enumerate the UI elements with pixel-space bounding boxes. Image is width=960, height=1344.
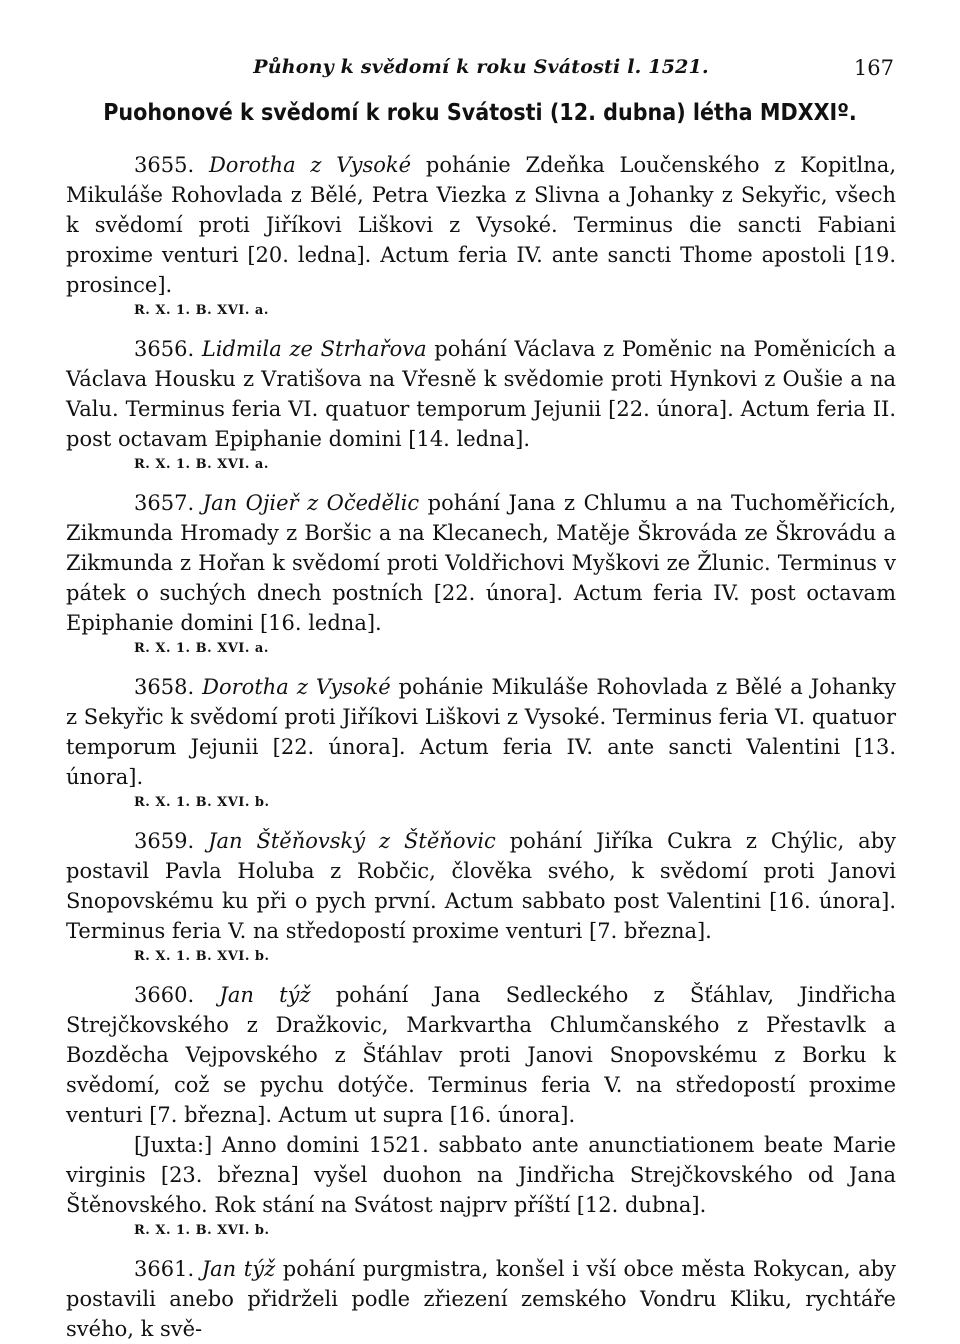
- entry-number: 3657.: [134, 491, 195, 515]
- entry-3655: [66, 150, 896, 300]
- entry-party-name: Jan týž: [201, 1257, 276, 1281]
- page-content: [66, 150, 896, 1344]
- archival-signature: R. X. 1. B. XVI. b.: [134, 949, 270, 964]
- entry-party-name: Jan týž: [219, 983, 311, 1007]
- archival-signature: R. X. 1. B. XVI. a.: [134, 457, 269, 472]
- entry-text: pohání Jana Sedleckého z Šťáhlav, Jindřicha Strejčkovského z Dražkovic, Markvartha Chlumčanského z Přestavlk a Bozděcha Vejpovského z Šťáhlav proti Janovi Snopovskému z Borku k svědomí, což se pychu dotýče. Terminus feria V. na středopostí proxime venturi [7. března]. Actum ut supra [16. února].: [66, 983, 896, 1127]
- entry-text: pohánie Mikuláše Rohovlada z Bělé a Johanky z Sekyřic k svědomí proti Jiříkovi Liškovi z Vysoké. Terminus feria VI. quatuor temporum Jejunii [22. února]. Actum feria IV. ante sancti Valentini [13. února].: [66, 675, 896, 789]
- entry-number: 3661.: [134, 1257, 195, 1281]
- juxta-note: [Juxta:] Anno domini 1521. sabbato ante anunctiationem beate Marie virginis [23. března] vyšel duohon na Jindřicha Strejčkovského od Jana Štěnovského. Rok stání na Svátost najprv příští [12. dubna].: [66, 1133, 896, 1217]
- entry-3656: [66, 334, 896, 454]
- entry-number: 3659.: [134, 829, 195, 853]
- archival-signature: R. X. 1. B. XVI. a.: [134, 641, 269, 656]
- archival-signature: R. X. 1. B. XVI. b.: [134, 1223, 270, 1238]
- entry-party-name: Lidmila ze Strhařova: [201, 337, 427, 361]
- entry-party-name: Dorotha z Vysoké: [202, 675, 391, 699]
- entry-party-name: Jan Ojieř z Očedělic: [202, 491, 420, 515]
- entry-number: 3655.: [134, 153, 195, 177]
- entry-3658: [66, 672, 896, 792]
- entry-party-name: Jan Štěňovský z Štěňovic: [208, 829, 496, 853]
- entry-party-name: Dorotha z Vysoké: [208, 153, 412, 177]
- entry-3661: [66, 1254, 896, 1344]
- entry-3657: [66, 488, 896, 638]
- entry-3659: [66, 826, 896, 946]
- entry-number: 3658.: [134, 675, 195, 699]
- archival-signature: R. X. 1. B. XVI. b.: [134, 795, 270, 810]
- entry-3660: [66, 980, 896, 1130]
- archival-signature: R. X. 1. B. XVI. a.: [134, 303, 269, 318]
- entry-text: pohánie Zdeňka Loučenského z Kopitlna, Mikuláše Rohovlada z Bělé, Petra Viezka z Slivna a Johanky z Sekyřic, všech k svědomí proti Jiříkovi Liškovi z Vysoké. Terminus die sancti Fabiani proxime venturi [20. ledna]. Actum feria IV. ante sancti Thome apostoli [19. prosince].: [66, 153, 896, 297]
- entry-text: pohání purgmistra, konšel i vší obce města Rokycan, aby postavili anebo přidrželi podle zřiezení zemského Vondru Kliku, rychtáře svého, k svě-: [66, 1257, 896, 1341]
- entry-text: pohání Jana z Chlumu a na Tuchoměřicích, Zikmunda Hromady z Boršic a na Klecanech, Matěje Škrováda ze Škrovádu a Zikmunda z Hořan k svědomí proti Voldřichovi Myškovi ze Žlunic. Terminus v pátek o suchých dnech postních [22. února]. Actum feria IV. post octavam Epiphanie domini [16. ledna].: [66, 491, 897, 635]
- entry-number: 3656.: [134, 337, 195, 361]
- section-title: Puohonové k svědomí k roku Svátosti (12. dubna) létha MDXXIº.: [103, 100, 857, 126]
- entry-number: 3660.: [134, 983, 195, 1007]
- page-number: 167: [853, 56, 894, 80]
- entry-text: pohání Jiříka Cukra z Chýlic, aby postavil Pavla Holuba z Robčic, člověka svého, k svědomí proti Janovi Snopovskému ku při o pych první. Actum sabbato post Valentini [16. února]. Terminus feria V. na středopostí proxime venturi [7. března].: [66, 829, 897, 943]
- entry-text: pohání Václava z Poměnic na Poměnicích a Václava Housku z Vratišova na Vřesně k svědomie proti Hynkovi z Oušie a na Valu. Terminus feria VI. quatuor temporum Jejunii [22. února]. Actum feria II. post octavam Epiphanie domini [14. ledna].: [66, 337, 896, 451]
- running-head: Půhony k svědomí k roku Svátosti l. 1521.: [253, 56, 709, 78]
- page-header: [66, 56, 896, 86]
